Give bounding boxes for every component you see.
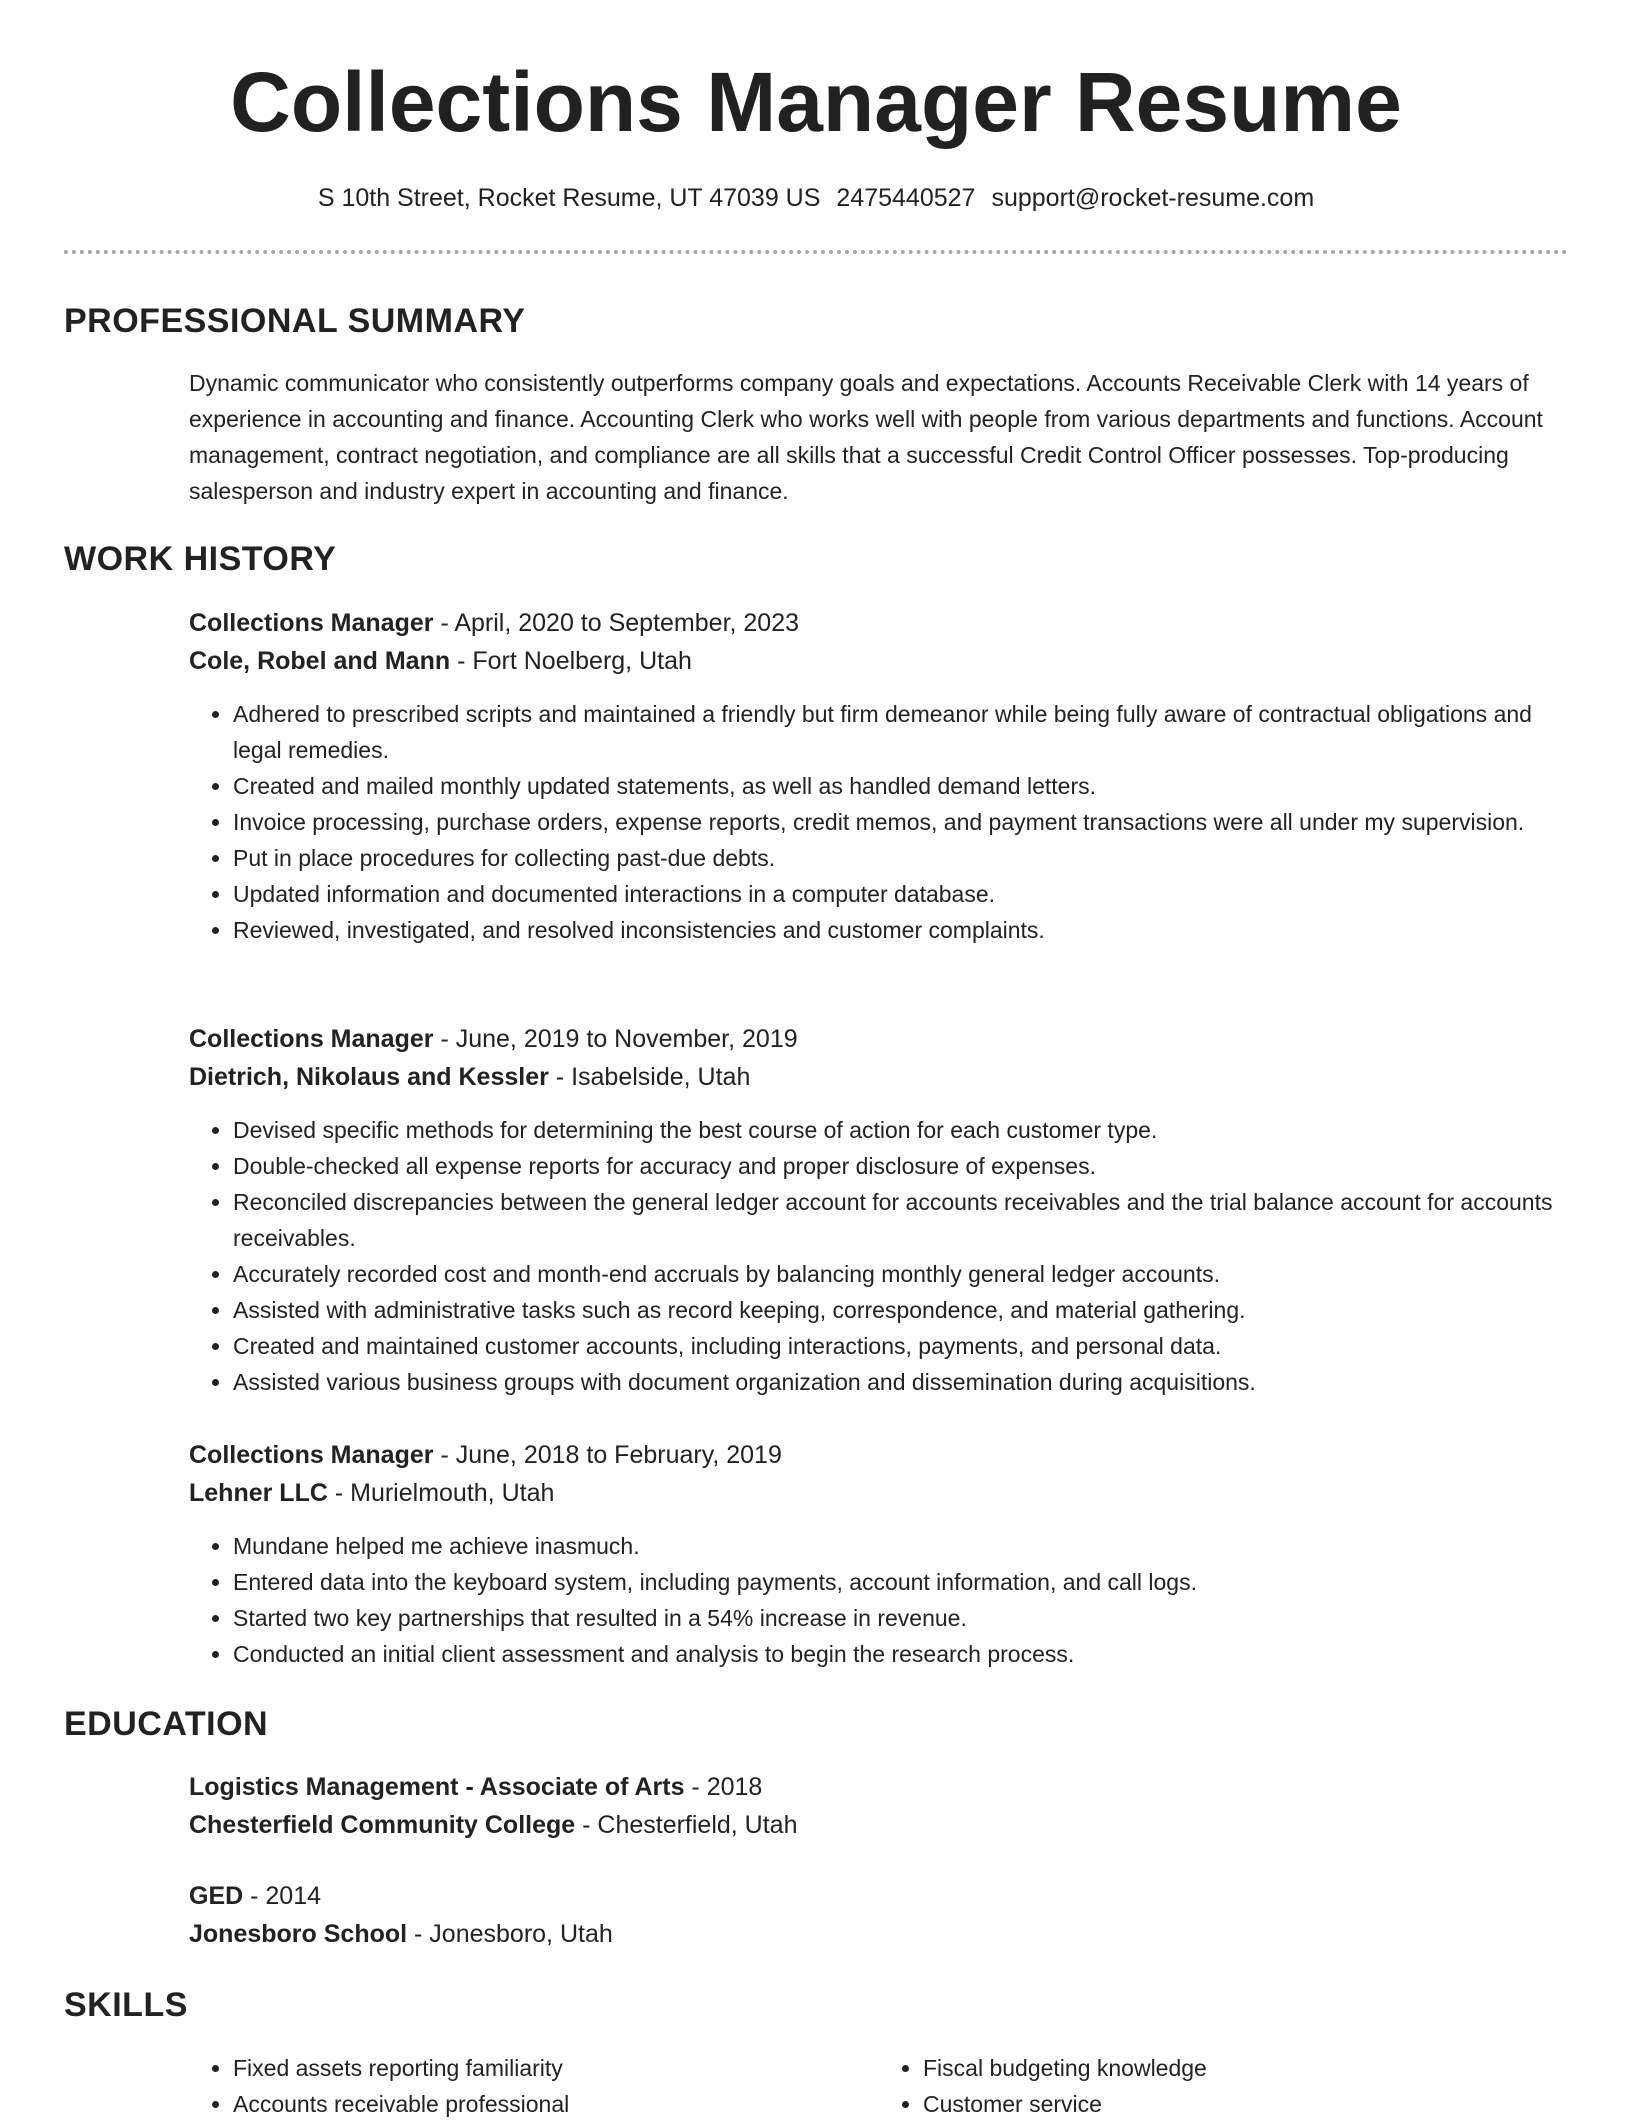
job-bullets [189, 696, 1569, 948]
list-item: • Entered data into the keyboard system, including payments, account information, and call logs. [233, 1564, 1569, 1600]
school-name: Jonesboro School [189, 1920, 408, 1948]
list-item: • Created and maintained customer accounts, including interactions, payments, and personal data. [233, 1328, 1569, 1364]
school-location: - Chesterfield, Utah [575, 1811, 798, 1839]
school-line [189, 1806, 1569, 1844]
education-entry [189, 1877, 1569, 1953]
company-line [189, 1474, 1569, 1512]
company-location: - Murielmouth, Utah [327, 1479, 555, 1507]
degree-line [189, 1768, 1569, 1806]
degree-year: - 2018 [684, 1773, 763, 1801]
list-item: • Fixed assets reporting familiarity [233, 2050, 879, 2086]
company-location: - Isabelside, Utah [548, 1063, 751, 1091]
list-item: • Reviewed, investigated, and resolved inconsistencies and customer complaints. [233, 912, 1569, 948]
list-item: • Accounts receivable professional [233, 2086, 879, 2122]
contact-email: support@rocket-resume.com [991, 184, 1315, 212]
company-line [189, 1058, 1569, 1096]
section-title-work: WORK HISTORY [64, 540, 337, 578]
company-name: Lehner LLC [189, 1479, 328, 1507]
contact-phone: 2475440527 [836, 184, 976, 212]
work-entry [189, 604, 1569, 948]
job-dates: - June, 2018 to February, 2019 [433, 1441, 782, 1469]
list-item: • Customer service [923, 2086, 1569, 2122]
list-item: • Put in place procedures for collecting past-due debts. [233, 840, 1569, 876]
list-item: • Invoice processing, purchase orders, expense reports, credit memos, and payment transactions were all under my supervision. [233, 804, 1569, 840]
job-title: Collections Manager [189, 609, 434, 637]
contact-address: S 10th Street, Rocket Resume, UT 47039 US [317, 184, 821, 212]
company-location: - Fort Noelberg, Utah [450, 647, 692, 675]
skills-list [189, 2050, 1569, 2122]
section-title-summary: PROFESSIONAL SUMMARY [64, 302, 526, 340]
school-location: - Jonesboro, Utah [407, 1920, 613, 1948]
list-item: • Assisted with administrative tasks such as record keeping, correspondence, and material gathering. [233, 1292, 1569, 1328]
list-item: • Conducted an initial client assessment and analysis to begin the research process. [233, 1636, 1569, 1672]
job-dates: - April, 2020 to September, 2023 [433, 609, 800, 637]
list-item: • Created and mailed monthly updated statements, as well as handled demand letters. [233, 768, 1569, 804]
list-item: • Accurately recorded cost and month-end accruals by balancing monthly general ledger accounts. [233, 1256, 1569, 1292]
job-title: Collections Manager [189, 1441, 434, 1469]
job-title-line [189, 604, 1569, 642]
work-entry [189, 1436, 1569, 1672]
list-item: • Mundane helped me achieve inasmuch. [233, 1528, 1569, 1564]
job-dates: - June, 2019 to November, 2019 [433, 1025, 798, 1053]
section-title-education: EDUCATION [64, 1705, 269, 1743]
company-line [189, 642, 1569, 680]
contact-line [0, 180, 1632, 216]
degree-name: GED [189, 1882, 244, 1910]
degree-year: - 2014 [243, 1882, 322, 1910]
education-entry [189, 1768, 1569, 1844]
degree-line [189, 1877, 1569, 1915]
resume-title: Collections Manager Resume [230, 55, 1402, 149]
list-item: • Assisted various business groups with document organization and dissemination during acquisitions. [233, 1364, 1569, 1400]
section-title-skills: SKILLS [64, 1986, 188, 2024]
skills-column-right [879, 2050, 1569, 2122]
list-item: • Started two key partnerships that resulted in a 54% increase in revenue. [233, 1600, 1569, 1636]
skills-column-left [189, 2050, 879, 2122]
header-divider [64, 250, 1568, 254]
list-item: • Updated information and documented interactions in a computer database. [233, 876, 1569, 912]
school-name: Chesterfield Community College [189, 1811, 576, 1839]
job-title: Collections Manager [189, 1025, 434, 1053]
work-entry [189, 1020, 1569, 1400]
list-item: • Reconciled discrepancies between the general ledger account for accounts receivables and the trial balance account for accounts receivables. [233, 1184, 1569, 1256]
company-name: Cole, Robel and Mann [189, 647, 451, 675]
summary-text: Dynamic communicator who consistently outperforms company goals and expectations. Accounts Receivable Clerk with 14 years of experience in accounting and finance. Accounting Clerk who works well with people from various departments and functions. Account management, contract negotiation, and compliance are all skills that a successful Credit Control Officer possesses. Top-producing salesperson and industry expert in accounting and finance. [189, 370, 1543, 504]
job-title-line [189, 1436, 1569, 1474]
list-item: • Fiscal budgeting knowledge [923, 2050, 1569, 2086]
list-item: • Adhered to prescribed scripts and maintained a friendly but firm demeanor while being fully aware of contractual obligations and legal remedies. [233, 696, 1569, 768]
job-bullets [189, 1528, 1569, 1672]
school-line [189, 1915, 1569, 1953]
degree-name: Logistics Management - Associate of Arts [189, 1773, 685, 1801]
list-item: • Double-checked all expense reports for accuracy and proper disclosure of expenses. [233, 1148, 1569, 1184]
job-bullets [189, 1112, 1569, 1400]
list-item: • Devised specific methods for determining the best course of action for each customer type. [233, 1112, 1569, 1148]
job-title-line [189, 1020, 1569, 1058]
company-name: Dietrich, Nikolaus and Kessler [189, 1063, 549, 1091]
